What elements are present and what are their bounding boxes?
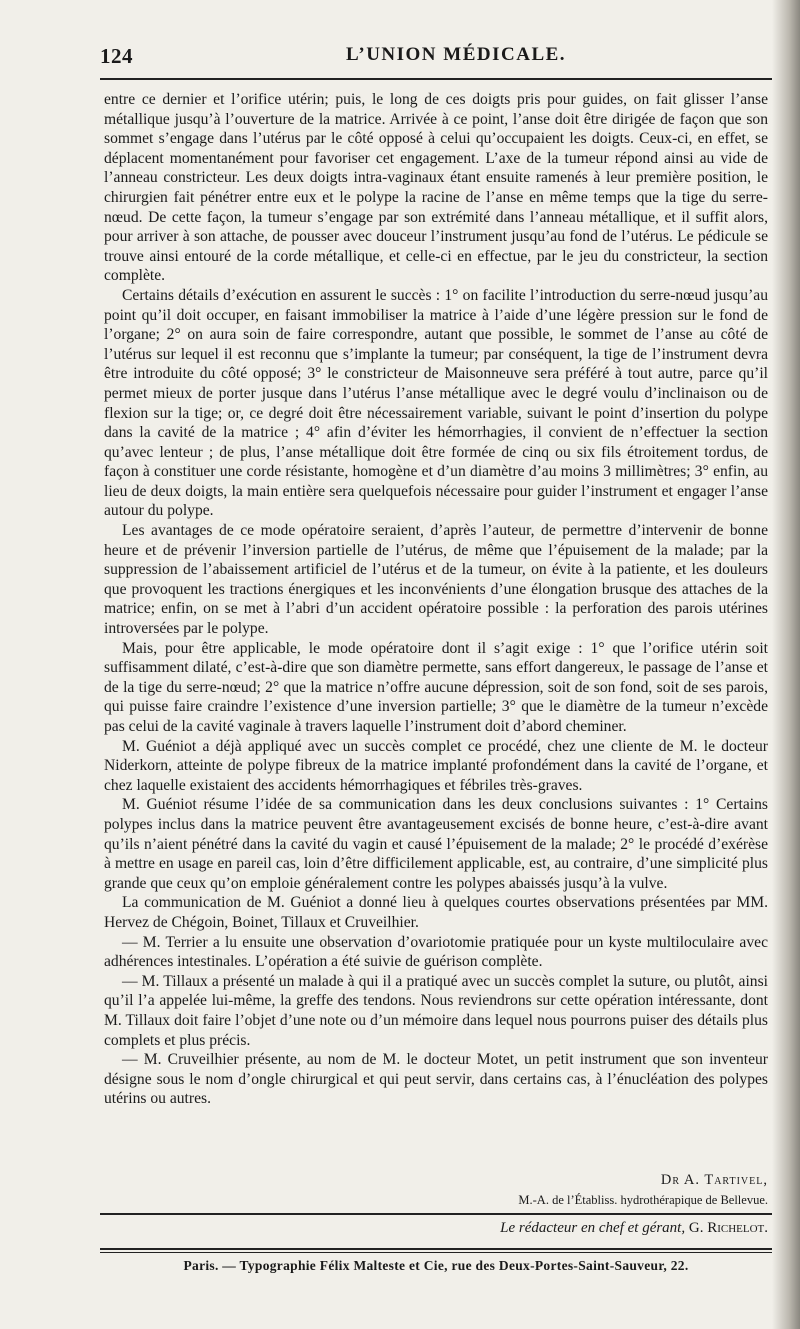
header-rule	[100, 78, 772, 80]
paragraph: Les avantages de ce mode opératoire seraient, d’après l’auteur, de permettre d’intervenir de bonne heure et de prévenir l’inversion partielle de l’utérus, de même que l’épuisement de la malade; par la suppression de l’abaissement artificiel de l’utérus et de la tumeur, on évite à la patiente, et les douleurs que provoquent les tractions énergiques et les inconvénients d’une élongation brusque des attaches de la matrice; enfin, on se met à l’abri d’un accident opératoire possible : la perforation des parois utérines introversées par le polype.	[104, 522, 768, 638]
page-header	[100, 44, 772, 76]
imprint-rule-thin	[100, 1252, 772, 1253]
article-body	[104, 90, 768, 1109]
author-signature	[104, 1170, 768, 1210]
footer-rule	[100, 1213, 772, 1215]
author-name: Dr A. Tartivel,	[660, 1172, 768, 1188]
paragraph: Certains détails d’exécution en assurent le succès : 1° on facilite l’introduction du serre-nœud jusqu’au point qu’il doit occuper, en faisant immobiliser la matrice à l’aide d’une légère pression sur le fond de l’organe; 2° on aura soin de faire correspondre, autant que possible, le sommet de l’anse au côté de l’utérus sur lequel il est reconnu que s’implante la tumeur; par conséquent, la tige de l’instrument devra être introduite du côté opposé; 3° le constricteur de Maisonneuve sera préféré à tout autre, parce qu’il permet mieux de porter jusque dans l’utérus l’anse métallique avec le degré voulu d’inclinaison ou de flexion sur la tige; or, ce degré doit être nécessairement variable, suivant le point d’insertion du polype dans la cavité de la matrice ; 4° afin d’éviter les hémorrhagies, il convient de n’effectuer la section qu’avec lenteur ; de plus, l’anse métallique doit être formée de cinq ou six fils étroitement tordus, de façon à constituer une corde résistante, homogène et d’un diamètre d’au moins 3 millimètres; 3° enfin, au lieu de deux doigts, la main entière sera quelquefois nécessaire pour guider l’instrument et engager l’anse autour du polype.	[104, 286, 768, 520]
page-number: 124	[100, 44, 133, 68]
paragraph: La communication de M. Guéniot a donné lieu à quelques courtes observations présentées par MM. Hervez de Chégoin, Boinet, Tillaux et Cruveilhier.	[104, 894, 768, 931]
paragraph: M. Guéniot a déjà appliqué avec un succès complet ce procédé, chez une cliente de M. le docteur Niderkorn, atteinte de polype fibreux de la matrice implanté profondément dans la cavité de l’organe, et chez laquelle existaient des accidents hémorrhagiques et fébriles très-graves.	[104, 737, 768, 794]
paragraph: entre ce dernier et l’orifice utérin; puis, le long de ces doigts pris pour guides, on fait glisser l’anse métallique jusqu’à l’ouverture de la matrice. Arrivée à ce point, l’anse doit être dirigée de façon que son sommet s’engage dans l’utérus par le côté opposé à celui qu’occupaient les doigts. Ceux-ci, en effet, se déplacent momentanément pour favoriser cet engagement. L’axe de la tumeur répond ainsi au vide de l’anneau constricteur. Les deux doigts intra-vaginaux étant ensuite ramenés à leur première position, le chirurgien fait pénétrer entre eux et le polype la racine de l’anse en même temps que la tige du serre-nœud. De cette façon, la tumeur s’engage par son extrémité dans l’anneau métallique, et il suffit alors, pour arriver à son attache, de pousser avec douceur l’instrument jusqu’au fond de l’utérus. Le pédicule se trouve ainsi entouré de la corde métallique, et celle-ci en effectue, par le jeu du constricteur, la section complète.	[104, 91, 768, 285]
running-head: L’UNION MÉDICALE.	[345, 44, 567, 65]
paragraph: Mais, pour être applicable, le mode opératoire dont il s’agit exige : 1° que l’orifice utérin soit suffisamment dilaté, c’est-à-dire que son diamètre permette, sans effort dangereux, le passage de l’anse et de la tige du serre-nœud; 2° que la matrice n’offre aucune dépression, soit de son fond, soit de ses parois, qui puisse faire craindre l’existence d’une inversion partielle; 3° que le diamètre de la tumeur n’excède pas celui de la cavité vaginale à travers laquelle l’instrument doit d’abord cheminer.	[104, 639, 768, 735]
paragraph: — M. Tillaux a présenté un malade à qui il a pratiqué avec un succès complet la suture, ou plutôt, ainsi qu’il l’a appelée lui-même, la greffe des tendons. Nous reviendrons sur cette opération intéressante, dont M. Tillaux doit faire l’objet d’une note ou d’un mémoire dans lequel nous pourrons puiser des détails plus complets et plus précis.	[104, 972, 768, 1049]
paragraph: — M. Cruveilhier présente, au nom de M. le docteur Motet, un petit instrument que son inventeur désigne sous le nom d’ongle chirurgical et qui peut servir, dans certains cas, à l’énucléation des polypes utérins ou autres.	[104, 1051, 768, 1108]
page-edge-shadow	[772, 0, 800, 1329]
paragraph: M. Guéniot résume l’idée de sa communication dans les deux conclusions suivantes : 1° Certains polypes inclus dans la matrice peuvent être avantageusement excisés de bonne heure, c’est-à-dire avant qu’ils n’aient pénétré dans la cavité du vagin et causé l’épuisement de la malade; 2° le procédé d’exérèse à mettre en usage en pareil cas, loin d’être difficilement applicable, est, au contraire, d’une simplicité plus grande que ceux qu’on emploie généralement contre les polypes abaissés jusqu’à la vulve.	[104, 796, 768, 892]
editor-label: Le rédacteur en chef et gérant,	[500, 1220, 686, 1236]
paragraph: — M. Terrier a lu ensuite une observation d’ovariotomie pratiquée pour un kyste multiloculaire avec adhérences intestinales. L’opération a été suivie de guérison complète.	[104, 933, 768, 971]
imprint-rule	[100, 1248, 772, 1250]
printer-imprint: Paris. — Typographie Félix Malteste et Cie, rue des Deux-Portes-Saint-Sauveur, 22.	[183, 1258, 689, 1273]
editor-name: G. Richelot.	[688, 1220, 768, 1236]
editor-line	[104, 1220, 768, 1237]
author-affiliation: M.-A. de l’Établiss. hydrothérapique de Bellevue.	[518, 1193, 768, 1207]
